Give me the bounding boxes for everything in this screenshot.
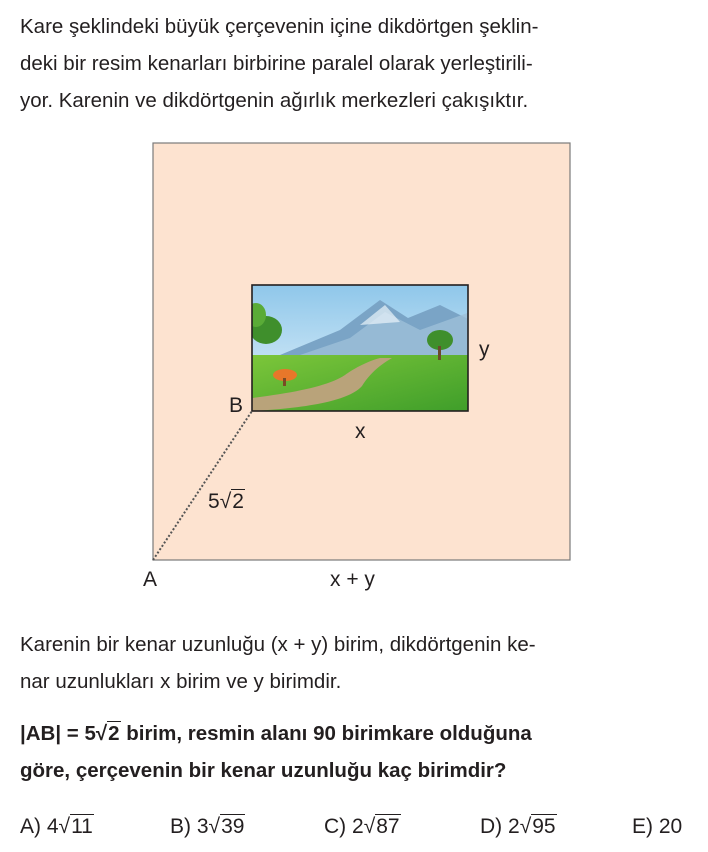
statement-line: Karenin bir kenar uzunluğu (x + y) birim, dikdörtgenin ke- bbox=[20, 633, 536, 656]
option-letter: B) bbox=[170, 815, 191, 838]
sqrt-sign: √ bbox=[219, 490, 232, 513]
picture-height-label: y bbox=[479, 338, 490, 361]
question-prefix: |AB| = 5 bbox=[20, 722, 96, 745]
intro-line: Kare şeklindeki büyük çerçevenin içine dikdörtgen şeklin- bbox=[20, 15, 539, 38]
intro-line: deki bir resim kenarları birbirine paralel olarak yerleştirili- bbox=[20, 52, 533, 75]
intro-line: yor. Karenin ve dikdörtgenin ağırlık merkezleri çakışıktır. bbox=[20, 89, 529, 112]
option-coef: 3 bbox=[196, 815, 209, 838]
ab-length-radicand: 2 bbox=[232, 490, 244, 513]
picture-width-label: x bbox=[355, 420, 366, 443]
option-a[interactable] bbox=[20, 812, 94, 842]
sqrt-sign: √ bbox=[363, 815, 376, 838]
option-radicand: 11 bbox=[71, 815, 93, 838]
point-b-label: B bbox=[229, 394, 244, 417]
question-line bbox=[20, 715, 692, 752]
question-suffix: birim, resmin alanı 90 birimkare olduğuna bbox=[120, 722, 532, 745]
statement-paragraph bbox=[20, 626, 692, 700]
landscape-picture bbox=[246, 285, 470, 411]
option-coef: 2 bbox=[508, 815, 520, 838]
option-b[interactable] bbox=[170, 812, 245, 842]
option-letter: A) bbox=[20, 815, 41, 838]
statement-line: nar uzunlukları x birim ve y birimdir. bbox=[20, 670, 342, 693]
option-letter: C) bbox=[324, 815, 347, 838]
sqrt-sign: √ bbox=[58, 815, 71, 838]
option-radicand: 87 bbox=[376, 815, 400, 838]
option-c[interactable] bbox=[324, 812, 401, 842]
question-paragraph bbox=[20, 715, 692, 789]
ab-length-label bbox=[208, 490, 245, 514]
sqrt-sign: √ bbox=[95, 722, 108, 745]
option-letter: E) bbox=[632, 815, 653, 838]
option-coef: 4 bbox=[46, 815, 59, 838]
option-coef: 20 bbox=[658, 815, 683, 838]
option-d[interactable] bbox=[480, 812, 557, 842]
option-radicand: 39 bbox=[221, 815, 245, 838]
option-coef: 2 bbox=[352, 815, 364, 838]
option-letter: D) bbox=[480, 815, 503, 838]
point-a-label: A bbox=[143, 568, 158, 591]
question-radicand: 2 bbox=[108, 722, 120, 745]
sqrt-sign: √ bbox=[208, 815, 221, 838]
question-line: göre, çerçevenin bir kenar uzunluğu kaç birimdir? bbox=[20, 759, 507, 782]
ab-length-coef: 5 bbox=[208, 490, 220, 513]
sqrt-sign: √ bbox=[519, 815, 532, 838]
option-e[interactable] bbox=[632, 812, 682, 842]
square-side-label: x + y bbox=[330, 568, 375, 591]
option-radicand: 95 bbox=[532, 815, 556, 838]
